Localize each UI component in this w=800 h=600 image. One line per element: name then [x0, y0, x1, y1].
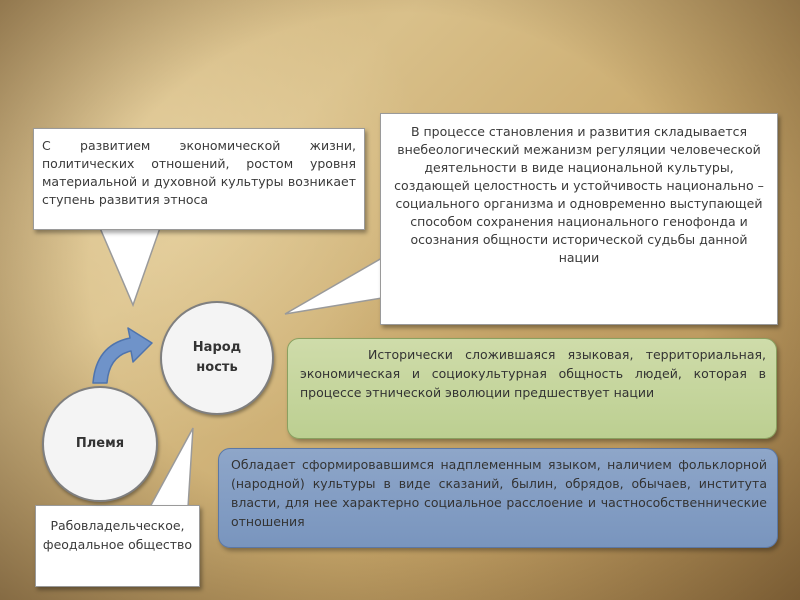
node-narodnost-label-1: Народ [192, 340, 242, 355]
definition-box-green [287, 338, 777, 439]
callout-bottom [35, 505, 200, 587]
callout-right-tail [285, 258, 382, 314]
definition-box-blue [218, 448, 778, 548]
node-narodnost-label-2: ность [196, 360, 238, 375]
node-plemya [42, 386, 158, 502]
callout-left-text: С развитием экономической жизни, политических отношений, ростом уровня материальной и духовной культуры возникает ступень развития этноса [42, 138, 356, 207]
callout-right [380, 113, 778, 325]
curved-arrow-icon [93, 328, 152, 383]
node-narodnost [160, 301, 274, 415]
callout-left [33, 128, 365, 230]
definition-green-text: Исторически сложившаяся языковая, территориальная, экономическая и социокультурная общность людей, которая в процессе этнической эволюции предшествует нации [300, 347, 766, 400]
callout-left-tail [100, 228, 160, 305]
definition-blue-text: Обладает сформировавшимся надплеменным языком, наличием фольклорной (народной) культуры в виде сказаний, былин, обрядов, обычаев, института власти, для нее характерно социальное расслоение и частнособственнические отношения [231, 457, 767, 529]
callout-bottom-text: Рабовладельческое, феодальное общество [42, 518, 193, 552]
node-plemya-label: Племя [75, 436, 125, 451]
callout-right-text: В процессе становления и развития складывается внебеологический межанизм регуляции человеческой деятельности в виде национальной культуры, создающей целостность и устойчивость национально – социального организма и одновременно выступающей способом сохранения национального генофонда и осознания общности исторической судьбы данной нации [394, 124, 764, 265]
